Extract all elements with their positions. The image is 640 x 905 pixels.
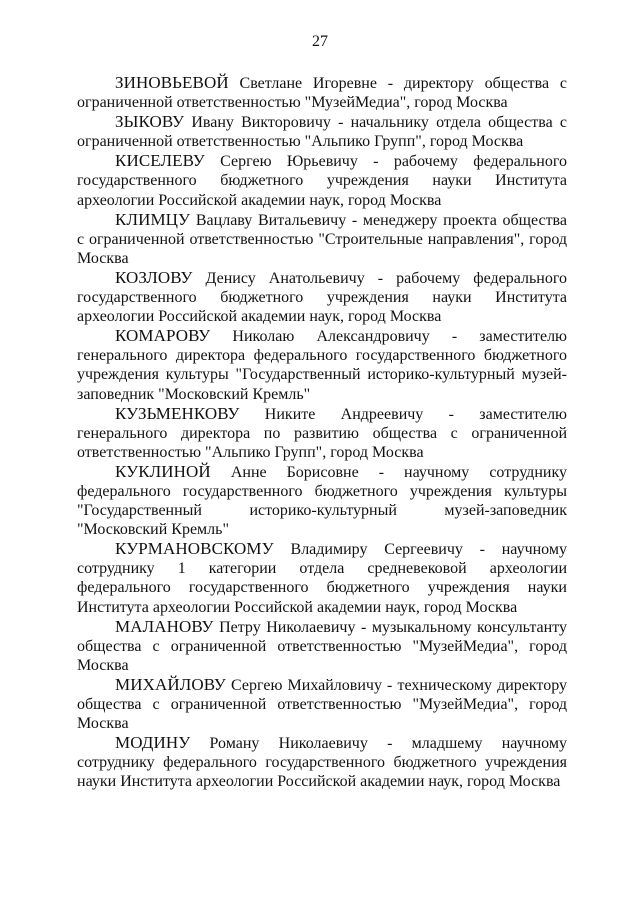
entry-text: Вацлаву Витальевичу - менеджеру проекта общества с ограниченной ответственностью "Строительные направления", город Москва xyxy=(77,211,567,267)
entry-text: Сергею Юрьевичу - рабочему федерального государственного бюджетного учреждения науки Института археологии Российской академии наук, город Москва xyxy=(77,153,567,209)
surname: МИХАЙЛОВУ xyxy=(115,674,226,694)
list-item xyxy=(77,326,567,403)
page-number: 27 xyxy=(312,33,328,50)
list-item xyxy=(77,617,567,675)
list-item xyxy=(77,112,567,151)
surname: КЛИМЦУ xyxy=(115,209,191,229)
list-item xyxy=(77,73,567,112)
list-item xyxy=(77,539,567,616)
award-list xyxy=(77,73,567,791)
entry-text: Сергею Михайловичу - техническому директору общества с ограниченной ответственностью "МузейМедиа", город Москва xyxy=(77,676,567,733)
surname: ЗИНОВЬЕВОЙ xyxy=(115,73,229,92)
entry-text: Денису Анатольевичу - рабочему федерального государственного бюджетного учреждения науки Института археологии Российской академии наук, город Москва xyxy=(77,269,567,326)
surname: КУРМАНОВСКОМУ xyxy=(115,539,274,559)
entry-text: Светлане Игоревне - директору общества с ограниченной ответственностью "МузейМедиа", город Москва xyxy=(77,75,567,112)
entry-text: Петру Николаевичу - музыкальному консультанту общества с ограниченной ответственностью "МузейМедиа", город Москва xyxy=(77,618,567,674)
entry-text: Роману Николаевичу - младшему научному сотруднику федерального государственного бюджетного учреждения науки Института археологии Российской академии наук, город Москва xyxy=(77,735,567,791)
surname: ЗЫКОВУ xyxy=(115,112,185,132)
surname: КОМАРОВУ xyxy=(115,326,211,346)
entry-text: Владимиру Сергеевичу - научному сотруднику 1 категории отдела средневековой археологии федерального государственного бюджетного учреждения науки Института археологии Российской академии наук, город Москва xyxy=(77,541,567,616)
list-item xyxy=(77,733,567,791)
entry-text: Ивану Викторовичу - начальнику отдела общества с ограниченной ответственностью "Альпико Групп", город Москва xyxy=(77,114,567,151)
surname: КИСЕЛЕВУ xyxy=(115,151,205,171)
entry-text: Никите Андреевичу - заместителю генерального директора по развитию общества с ограниченной ответственностью "Альпико Групп", город Москва xyxy=(77,405,567,461)
list-item xyxy=(77,675,567,733)
surname: МОДИНУ xyxy=(115,733,191,753)
surname: КУЗЬМЕНКОВУ xyxy=(115,403,240,423)
entry-text: Анне Борисовне - научному сотруднику федерального государственного бюджетного учреждения культуры "Государственный историко-культурный музей-заповедник "Московский Кремль" xyxy=(77,463,567,539)
entry-text: Николаю Александровичу - заместителю генерального директора федерального государственного бюджетного учреждения культуры "Государственный историко-культурный музей-заповедник "Московский Кремль" xyxy=(77,328,567,403)
list-item xyxy=(77,268,567,326)
list-item xyxy=(77,151,567,209)
list-item xyxy=(77,210,567,268)
surname: КОЗЛОВУ xyxy=(115,267,193,287)
list-item xyxy=(77,404,567,462)
surname: МАЛАНОВУ xyxy=(115,616,214,636)
list-item xyxy=(77,462,567,539)
surname: КУКЛИНОЙ xyxy=(115,461,211,481)
